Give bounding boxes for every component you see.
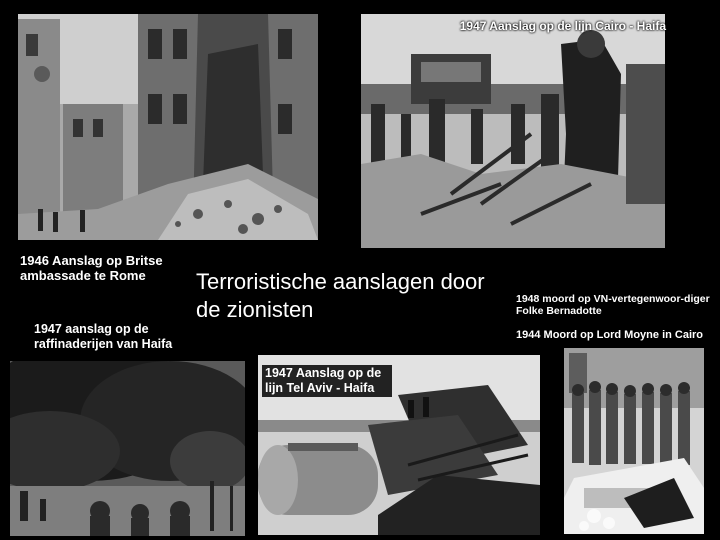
caption-telaviv-haifa: 1947 Aanslag op de lijn Tel Aviv - Haifa xyxy=(262,365,392,397)
photo-moyne-funeral xyxy=(564,348,704,534)
caption-bernadotte: 1948 moord op VN-vertegenwoor-diger Folke Bernadotte xyxy=(516,293,710,317)
page-title: Terroristische aanslagen door de zionisten xyxy=(196,269,485,322)
photo-rome-embassy xyxy=(18,14,318,240)
caption-haifa-refinery: 1947 aanslag op de raffinaderijen van Haifa xyxy=(34,322,173,351)
photo-cairo-haifa-wreck xyxy=(361,14,665,248)
photo-haifa-refinery xyxy=(10,361,245,536)
caption-rome-embassy: 1946 Aanslag op Britse ambassade te Rome xyxy=(20,253,163,283)
caption-cairo-haifa: 1947 Aanslag op de lijn Cairo - Haifa xyxy=(459,19,666,33)
caption-lord-moyne: 1944 Moord op Lord Moyne in Cairo xyxy=(516,329,704,341)
